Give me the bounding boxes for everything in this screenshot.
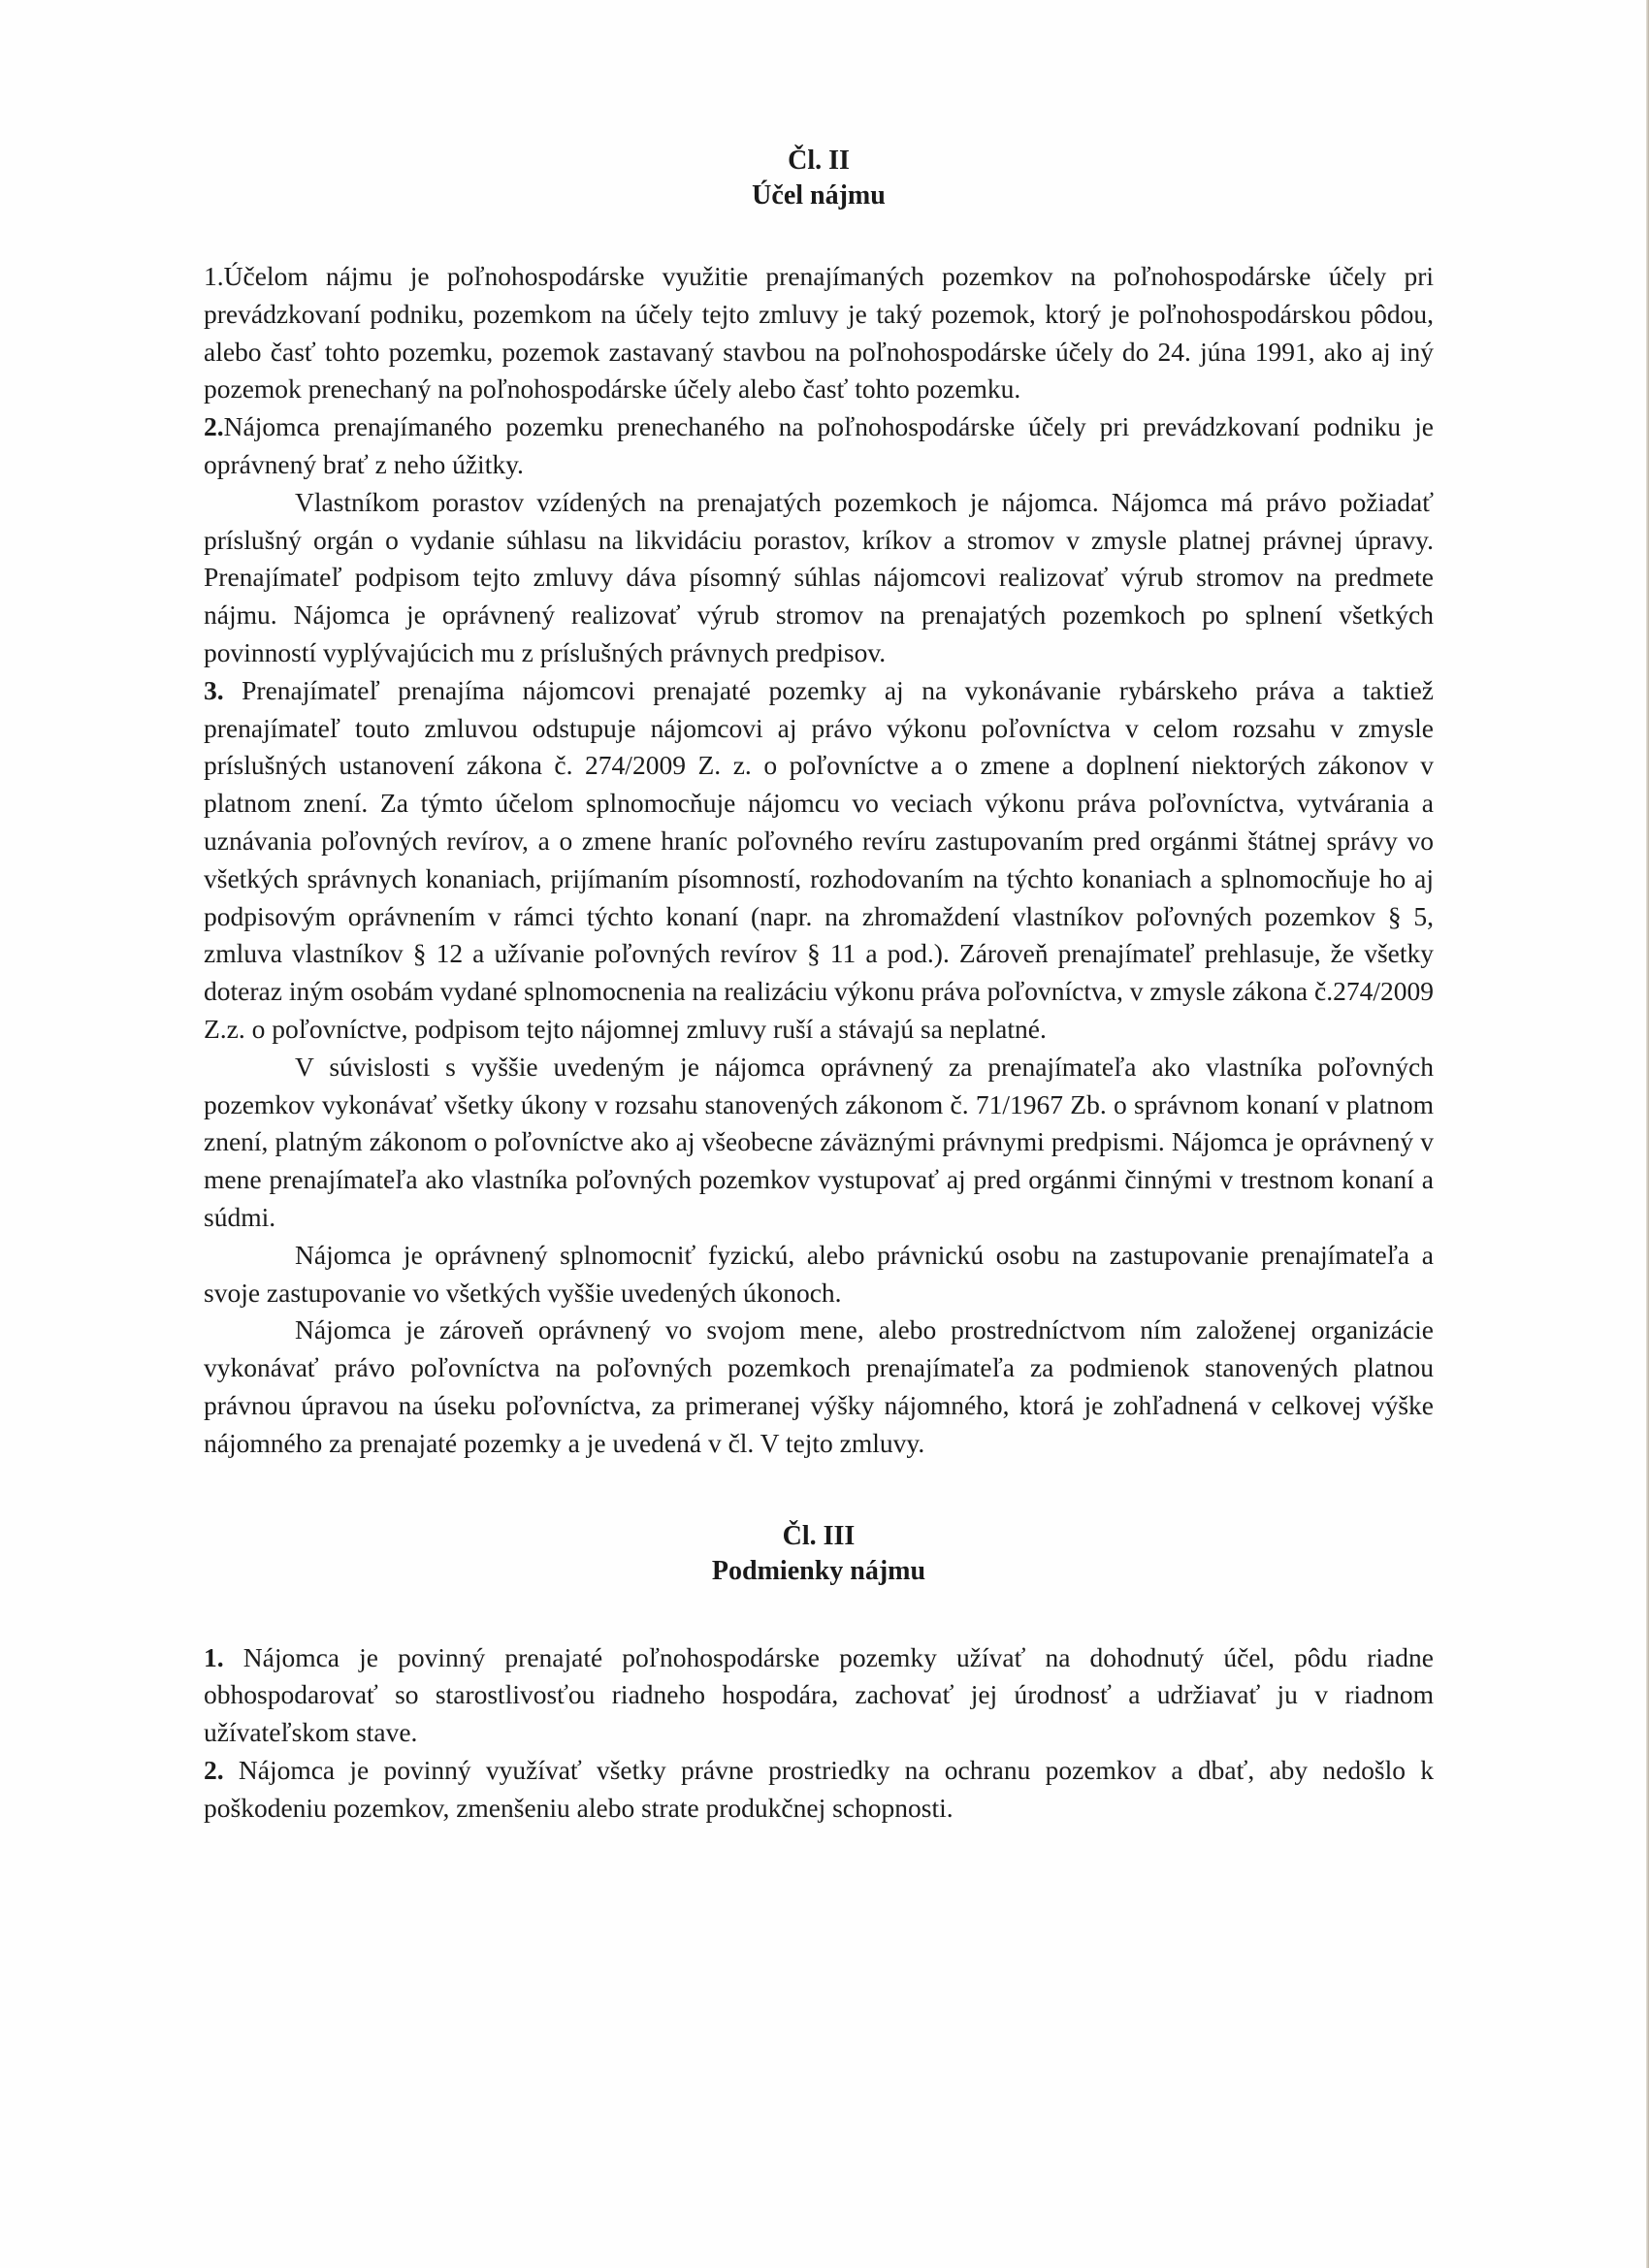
- paragraph-number: 2.: [204, 411, 224, 442]
- paragraph-1: [204, 258, 1434, 408]
- article-number: Čl. III: [782, 1520, 856, 1551]
- article-title: Účel nájmu: [752, 180, 886, 211]
- paragraph-text: Prenajímateľ prenajíma nájomcovi prenajaté pozemky aj na vykonávanie rybárskeho práva a taktiež prenajímateľ touto zmluvou odstupuje nájomcovi aj právo výkonu poľovníctva v celom rozsahu v zmysle príslušných ustanovení zákona č. 274/2009 Z. z. o poľovníctve a o zmene a doplnení niektorých zákonov v platnom znení. Za týmto účelom splnomocňuje nájomcu vo veciach výkonu práva poľovníctva, vytvárania a uznávania poľovných revírov, a o zmene hraníc poľovného revíru zastupovaním pred orgánmi štátnej správy vo všetkých správnych konaniach, prijímaním písomností, rozhodovaním na týchto konaniach a splnomocňuje ho aj podpisovým oprávnením v rámci týchto konaní (napr. na zhromaždení vlastníkov poľovných pozemkov § 5, zmluva vlastníkov § 12 a užívanie poľovných revírov § 11 a pod.). Zároveň prenajímateľ prehlasuje, že všetky doteraz iným osobám vydané splnomocnenia na realizáciu výkonu práva poľovníctva, v zmysle zákona č.274/2009 Z.z. o poľovníctve, podpisom tejto nájomnej zmluvy ruší a stávajú sa neplatné.: [204, 674, 1434, 1044]
- paragraph-number: 1.: [204, 261, 224, 291]
- paragraph-text: V súvislosti s vyššie uvedeným je nájomca oprávnený za prenajímateľa ako vlastníka poľovných pozemkov vykonávať všetky úkony v rozsahu stanovených zákonom č. 71/1967 Zb. o správnom konaní v platnom znení, platným zákonom o poľovníctve ako aj všeobecne záväznými právnymi predpismi. Nájomca je oprávnený v mene prenajímateľa ako vlastníka poľovných pozemkov vystupovať aj pred orgánmi činnými v trestnom konaní a súdmi.: [204, 1051, 1434, 1232]
- paragraph-1: [204, 1639, 1434, 1752]
- paragraph-number: 2.: [204, 1754, 224, 1785]
- paragraph-text: Nájomca je oprávnený splnomocniť fyzickú, alebo právnickú osobu na zastupovanie prenajímateľa a svoje zastupovanie vo všetkých vyššie uvedených úkonoch.: [204, 1239, 1434, 1308]
- paragraph-vegetation-ownership: [204, 484, 1434, 672]
- paragraph-2: [204, 408, 1434, 484]
- article-ii-heading: [204, 144, 1434, 213]
- paragraph-authorization: [204, 1237, 1434, 1312]
- paragraph-3: [204, 672, 1434, 1049]
- paragraph-related-acts: [204, 1049, 1434, 1237]
- paragraph-text: Účelom nájmu je poľnohospodárske využitie prenajímaných pozemkov na poľnohospodárske účely pri prevádzkovaní podniku, pozemkom na účely tejto zmluvy je taký pozemok, ktorý je poľnohospodárskou pôdou, alebo časť tohto pozemku, pozemok zastavaný stavbou na poľnohospodárske účely do 24. júna 1991, ako aj iný pozemok prenechaný na poľnohospodárske účely alebo časť tohto pozemku.: [204, 261, 1434, 405]
- paragraph-text: Nájomca je povinný prenajaté poľnohospodárske pozemky užívať na dohodnutý účel, pôdu riadne obhospodarovať so starostlivosťou riadneho hospodára, zachovať jej úrodnosť a udržiavať ju v riadnom užívateľskom stave.: [204, 1641, 1434, 1748]
- paragraph-number: 1.: [204, 1641, 224, 1672]
- article-number: Čl. II: [788, 146, 850, 176]
- paragraph-number: 3.: [204, 674, 224, 705]
- paragraph-hunting-rights: [204, 1312, 1434, 1462]
- paragraph-text: Nájomca je povinný využívať všetky právne prostriedky na ochranu pozemkov a dbať, aby nedošlo k poškodeniu pozemkov, zmenšeniu alebo strate produkčnej schopnosti.: [204, 1754, 1434, 1823]
- paragraph-text: Nájomca je zároveň oprávnený vo svojom mene, alebo prostredníctvom ním založenej organizácie vykonávať právo poľovníctva na poľovných pozemkoch prenajímateľa za podmienok stanovených platnou právnou úpravou na úseku poľovníctva, za primeranej výšky nájomného, ktorá je zohľadnená v celkovej výške nájomného za prenajaté pozemky a je uvedená v čl. V tejto zmluvy.: [204, 1314, 1434, 1458]
- article-iii-heading: [204, 1519, 1434, 1589]
- paragraph-text: Nájomca prenajímaného pozemku prenechaného na poľnohospodárske účely pri prevádzkovaní podniku je oprávnený brať z neho úžitky.: [204, 411, 1434, 479]
- document-body: [204, 144, 1434, 1827]
- paragraph-text: Vlastníkom porastov vzídených na prenajatých pozemkoch je nájomca. Nájomca má právo požiadať príslušný orgán o vydanie súhlasu na likvidáciu porastov, kríkov a stromov v zmysle platnej právnej úpravy. Prenajímateľ podpisom tejto zmluvy dáva písomný súhlas nájomcovi realizovať výrub stromov na predmete nájmu. Nájomca je oprávnený realizovať výrub stromov na prenajatých pozemkoch po splnení všetkých povinností vyplývajúcich mu z príslušných právnych predpisov.: [204, 486, 1434, 667]
- article-title: Podmienky nájmu: [711, 1555, 926, 1586]
- paragraph-2: [204, 1752, 1434, 1828]
